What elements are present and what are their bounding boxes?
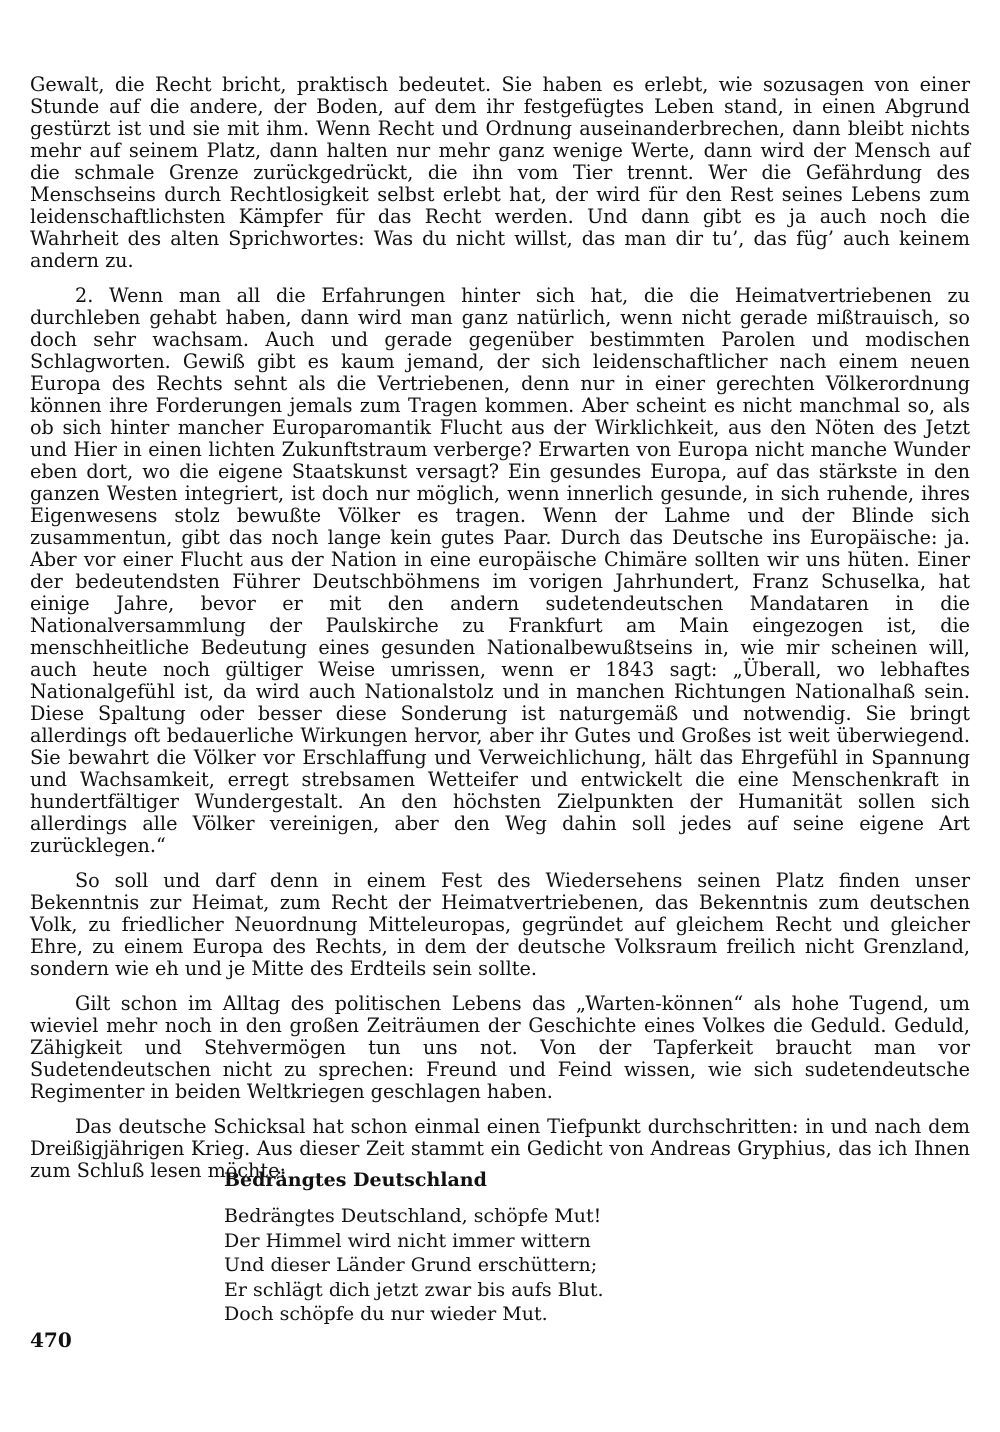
- page-number: 470: [30, 1328, 72, 1352]
- body-text: [30, 74, 970, 1182]
- poem-line: Der Himmel wird nicht immer wittern: [224, 1229, 591, 1252]
- poem-title: Bedrängtes Deutschland: [224, 1169, 487, 1191]
- paragraph-4: Gilt schon im Alltag des politischen Lebens das „Warten-können“ als hohe Tugend, um wieviel mehr noch in den großen Zeiträumen der Geschichte eines Volkes die Geduld. Geduld, Zähigkeit und Stehvermögen tun uns not. Von der Tapferkeit braucht man vor Sudetendeutschen nicht zu sprechen: Freund und Feind wissen, wie sich sudetendeutsche Regimenter in beiden Weltkriegen geschlagen haben.: [30, 992, 970, 1103]
- paragraph-3: So soll und darf denn in einem Fest des Wiedersehens seinen Platz finden unser Bekenntnis zur Heimat, zum Recht der Heimatvertriebenen, das Bekenntnis zum deutschen Volk, zu friedlicher Neuordnung Mitteleuropas, gegründet auf gleichem Recht und gleicher Ehre, zu einem Europa des Rechts, in dem der deutsche Volksraum freilich nicht Grenzland, sondern wie eh und je Mitte des Erdteils sein sollte.: [30, 869, 970, 980]
- poem: [224, 1168, 824, 1327]
- paragraph-2: 2. Wenn man all die Erfahrungen hinter sich hat, die die Heimatvertriebenen zu durchleben gehabt haben, dann wird man ganz natürlich, wenn nicht gerade mißtrauisch, so doch sehr wachsam. Auch und gerade gegenüber bestimmten Parolen und modischen Schlagworten. Gewiß gibt es kaum jemand, der sich leidenschaftlicher nach einem neuen Europa des Rechts sehnt als die Vertriebenen, denn nur in einer gerechten Völkerordnung können ihre Forderungen jemals zum Tragen kommen. Aber scheint es nicht manchmal so, als ob sich hinter mancher Europaromantik Flucht aus der Wirklichkeit, aus den Nöten des Jetzt und Hier in einen lichten Zukunftstraum verberge? Erwarten von Europa nicht manche Wunder eben dort, wo die eigene Staatskunst versagt? Ein gesundes Europa, auf das stärkste in den ganzen Westen integriert, ist doch nur möglich, wenn innerlich gesunde, in sich ruhende, ihres Eigenwesens stolz bewußte Völker es tragen. Wenn der Lahme und der Blinde sich zusammentun, gibt das noch lange kein gutes Paar. Durch das Deutsche ins Europäische: ja. Aber vor einer Flucht aus der Nation in eine europäische Chimäre sollten wir uns hüten. Einer der bedeutendsten Führer Deutschböhmens im vorigen Jahrhundert, Franz Schuselka, hat einige Jahre, bevor er mit den andern sudetendeutschen Mandataren in die Nationalversammlung der Paulskirche zu Frankfurt am Main eingezogen ist, die menschheitliche Bedeutung eines gesunden Nationalbewußtseins in, wie mir scheinen will, auch heute noch gültiger Weise umrissen, wenn er 1843 sagt: „Überall, wo lebhaftes Nationalgefühl ist, da wird auch Nationalstolz und in manchen Richtungen Nationalhaß sein. Diese Spaltung oder besser diese Sonderung ist naturgemäß und notwendig. Sie bringt allerdings oft bedauerliche Wirkungen hervor, aber ihr Gutes und Großes ist weit überwiegend. Sie bewahrt die Völker vor Erschlaffung und Verweichlichung, hält das Ehrgefühl in Spannung und Wachsamkeit, erregt strebsamen Wetteifer und entwickelt die eine Menschenkraft in hundertfältiger Wundergestalt. An den höchsten Zielpunkten der Humanität sollen sich allerdings alle Völker vereinigen, aber den Weg dahin soll jedes auf seine eigene Art zurücklegen.“: [30, 284, 970, 857]
- poem-line: Bedrängtes Deutschland, schöpfe Mut!: [224, 1205, 602, 1227]
- poem-line: Er schlägt dich jetzt zwar bis aufs Blut.: [224, 1278, 604, 1301]
- paragraph-5: Das deutsche Schicksal hat schon einmal einen Tiefpunkt durchschritten: in und nach dem Dreißigjährigen Krieg. Aus dieser Zeit stammt ein Gedicht von Andreas Gryphius, das ich Ihnen zum Schluß lesen möchte:: [30, 1115, 970, 1182]
- poem-line: Doch schöpfe du nur wieder Mut.: [224, 1303, 548, 1325]
- poem-line: Und dieser Länder Grund erschüttern;: [224, 1254, 598, 1276]
- paragraph-1: Gewalt, die Recht bricht, praktisch bedeutet. Sie haben es erlebt, wie sozusagen von einer Stunde auf die andere, der Boden, auf dem ihr festgefügtes Leben stand, in einen Abgrund gestürzt ist und sie mit ihm. Wenn Recht und Ordnung auseinanderbrechen, dann bleibt nichts mehr auf seinem Platz, dann halten nur mehr ganz wenige Werte, dann wird der Mensch auf die schmale Grenze zurückgedrückt, die ihn vom Tier trennt. Wer die Gefährdung des Menschseins durch Rechtlosigkeit selbst erlebt hat, der wird für den Rest seines Lebens zum leidenschaftlichsten Kämpfer für das Recht werden. Und dann gibt es ja auch noch die Wahrheit des alten Sprichwortes: Was du nicht willst, das man dir tu’, das füg’ auch keinem andern zu.: [30, 73, 970, 272]
